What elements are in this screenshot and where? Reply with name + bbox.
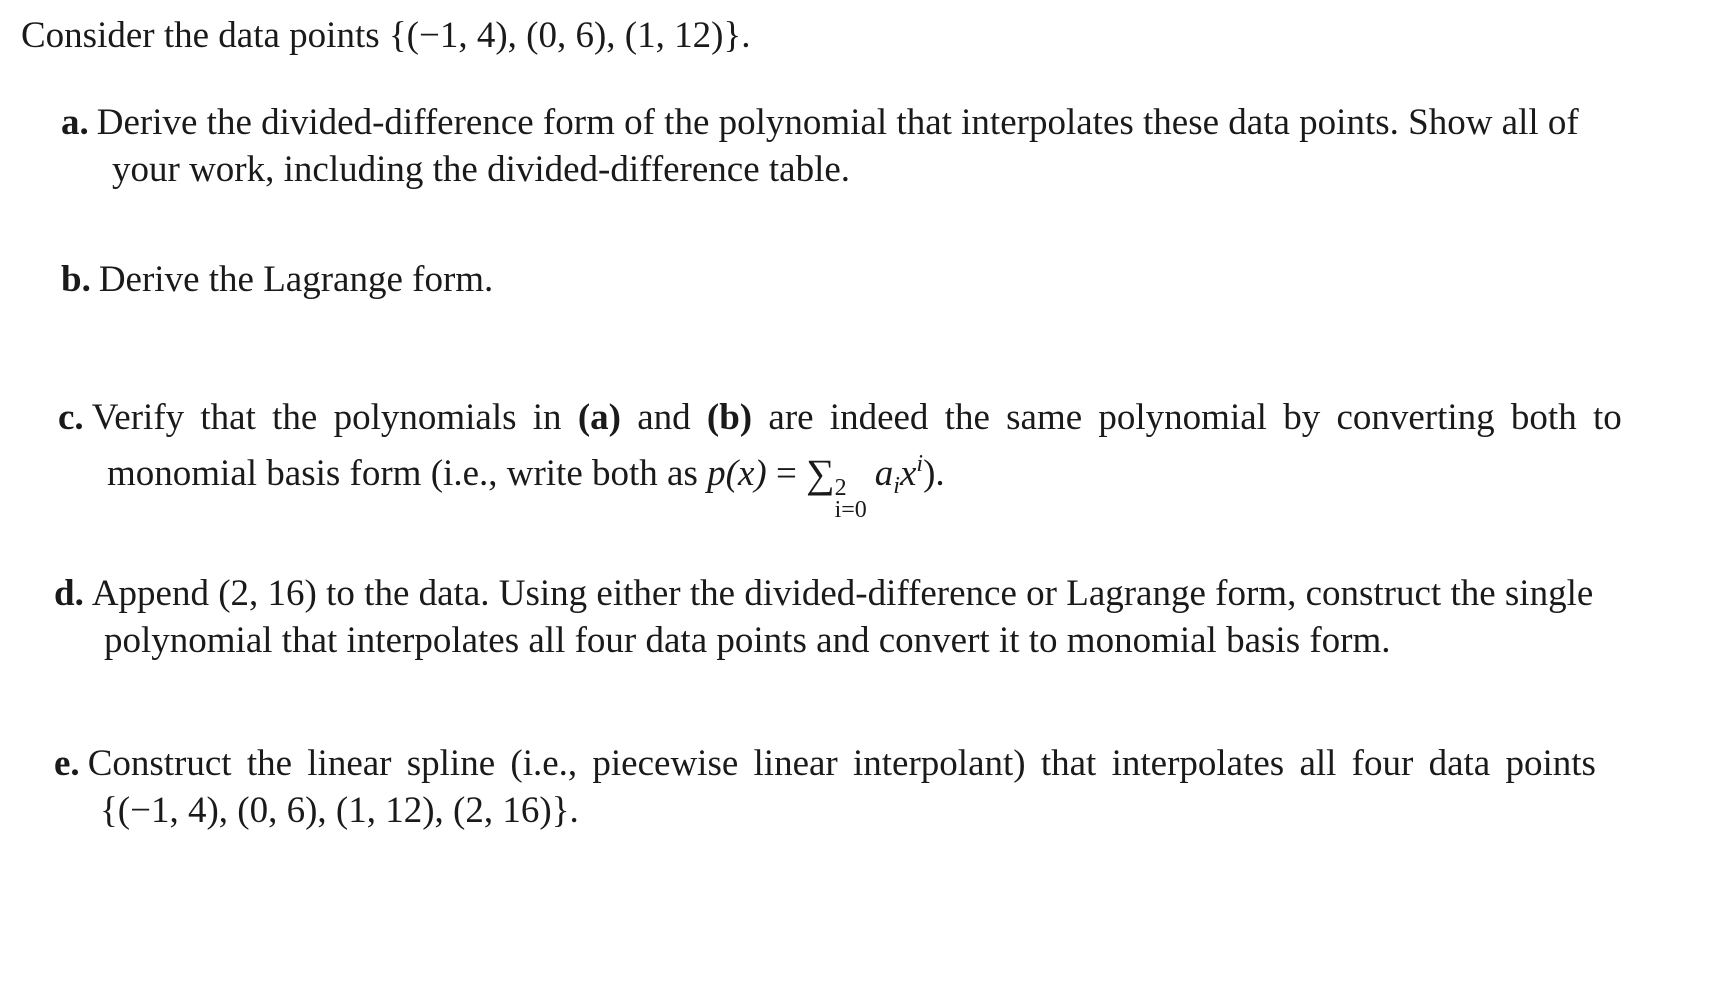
- part-a-line1: Derive the divided-difference form of the polynomial that interpolates these data points. Show all of: [96, 102, 1579, 143]
- problem-intro: [21, 14, 750, 58]
- term-x: x: [899, 453, 917, 494]
- part-c-line1-pre: Verify that the polynomials in: [91, 397, 562, 438]
- summation-symbol: ∑: [806, 451, 835, 496]
- term-a: a: [874, 453, 894, 494]
- summation-lower: i=0: [834, 497, 867, 523]
- part-e-line2: {(−1, 4), (0, 6), (1, 12), (2, 16)}.: [100, 790, 579, 831]
- part-c-letter: c.: [58, 397, 84, 438]
- part-c-and: and: [637, 397, 691, 438]
- part-d-line2: polynomial that interpolates all four data points and convert it to monomial basis form.: [104, 620, 1391, 661]
- part-d-line1-pre: Append: [91, 573, 209, 614]
- part-d-letter: d.: [54, 573, 84, 614]
- part-a-letter: a.: [61, 102, 89, 143]
- part-c-line1-post: are indeed the same polynomial by converting both to: [768, 397, 1622, 438]
- intro-points: {(−1, 4), (0, 6), (1, 12)}.: [388, 15, 751, 56]
- part-c-ref-b: (b): [706, 397, 753, 438]
- part-c-line2-pre: monomial basis form (i.e., write both as: [107, 453, 698, 494]
- part-c-line2-post: ).: [923, 453, 945, 494]
- term-a-subscript: i: [893, 473, 900, 499]
- part-a: [61, 99, 1579, 193]
- part-a-line2: your work, including the divided-difference table.: [112, 149, 851, 190]
- term-x-superscript: i: [916, 451, 924, 477]
- part-c-ref-a: (a): [577, 397, 621, 438]
- part-d-point: (2, 16): [218, 573, 317, 614]
- part-e-letter: e.: [54, 743, 80, 784]
- part-c-equals: =: [775, 453, 797, 494]
- part-e: [54, 740, 1596, 834]
- part-e-line1: Construct the linear spline (i.e., piecewise linear interpolant) that interpolates all four data points: [87, 743, 1596, 784]
- part-b-letter: b.: [61, 259, 91, 300]
- part-b: [61, 256, 493, 303]
- summation-upper: 2: [834, 475, 847, 501]
- part-d-line1-post: to the data. Using either the divided-difference or Lagrange form, construct the single: [326, 573, 1594, 614]
- part-c-px: p(x): [707, 453, 767, 494]
- summation-limits: [835, 477, 867, 521]
- part-c: [58, 394, 1622, 521]
- part-d: [54, 570, 1593, 664]
- intro-text: Consider the data points: [21, 15, 380, 56]
- part-b-line1: Derive the Lagrange form.: [98, 259, 494, 300]
